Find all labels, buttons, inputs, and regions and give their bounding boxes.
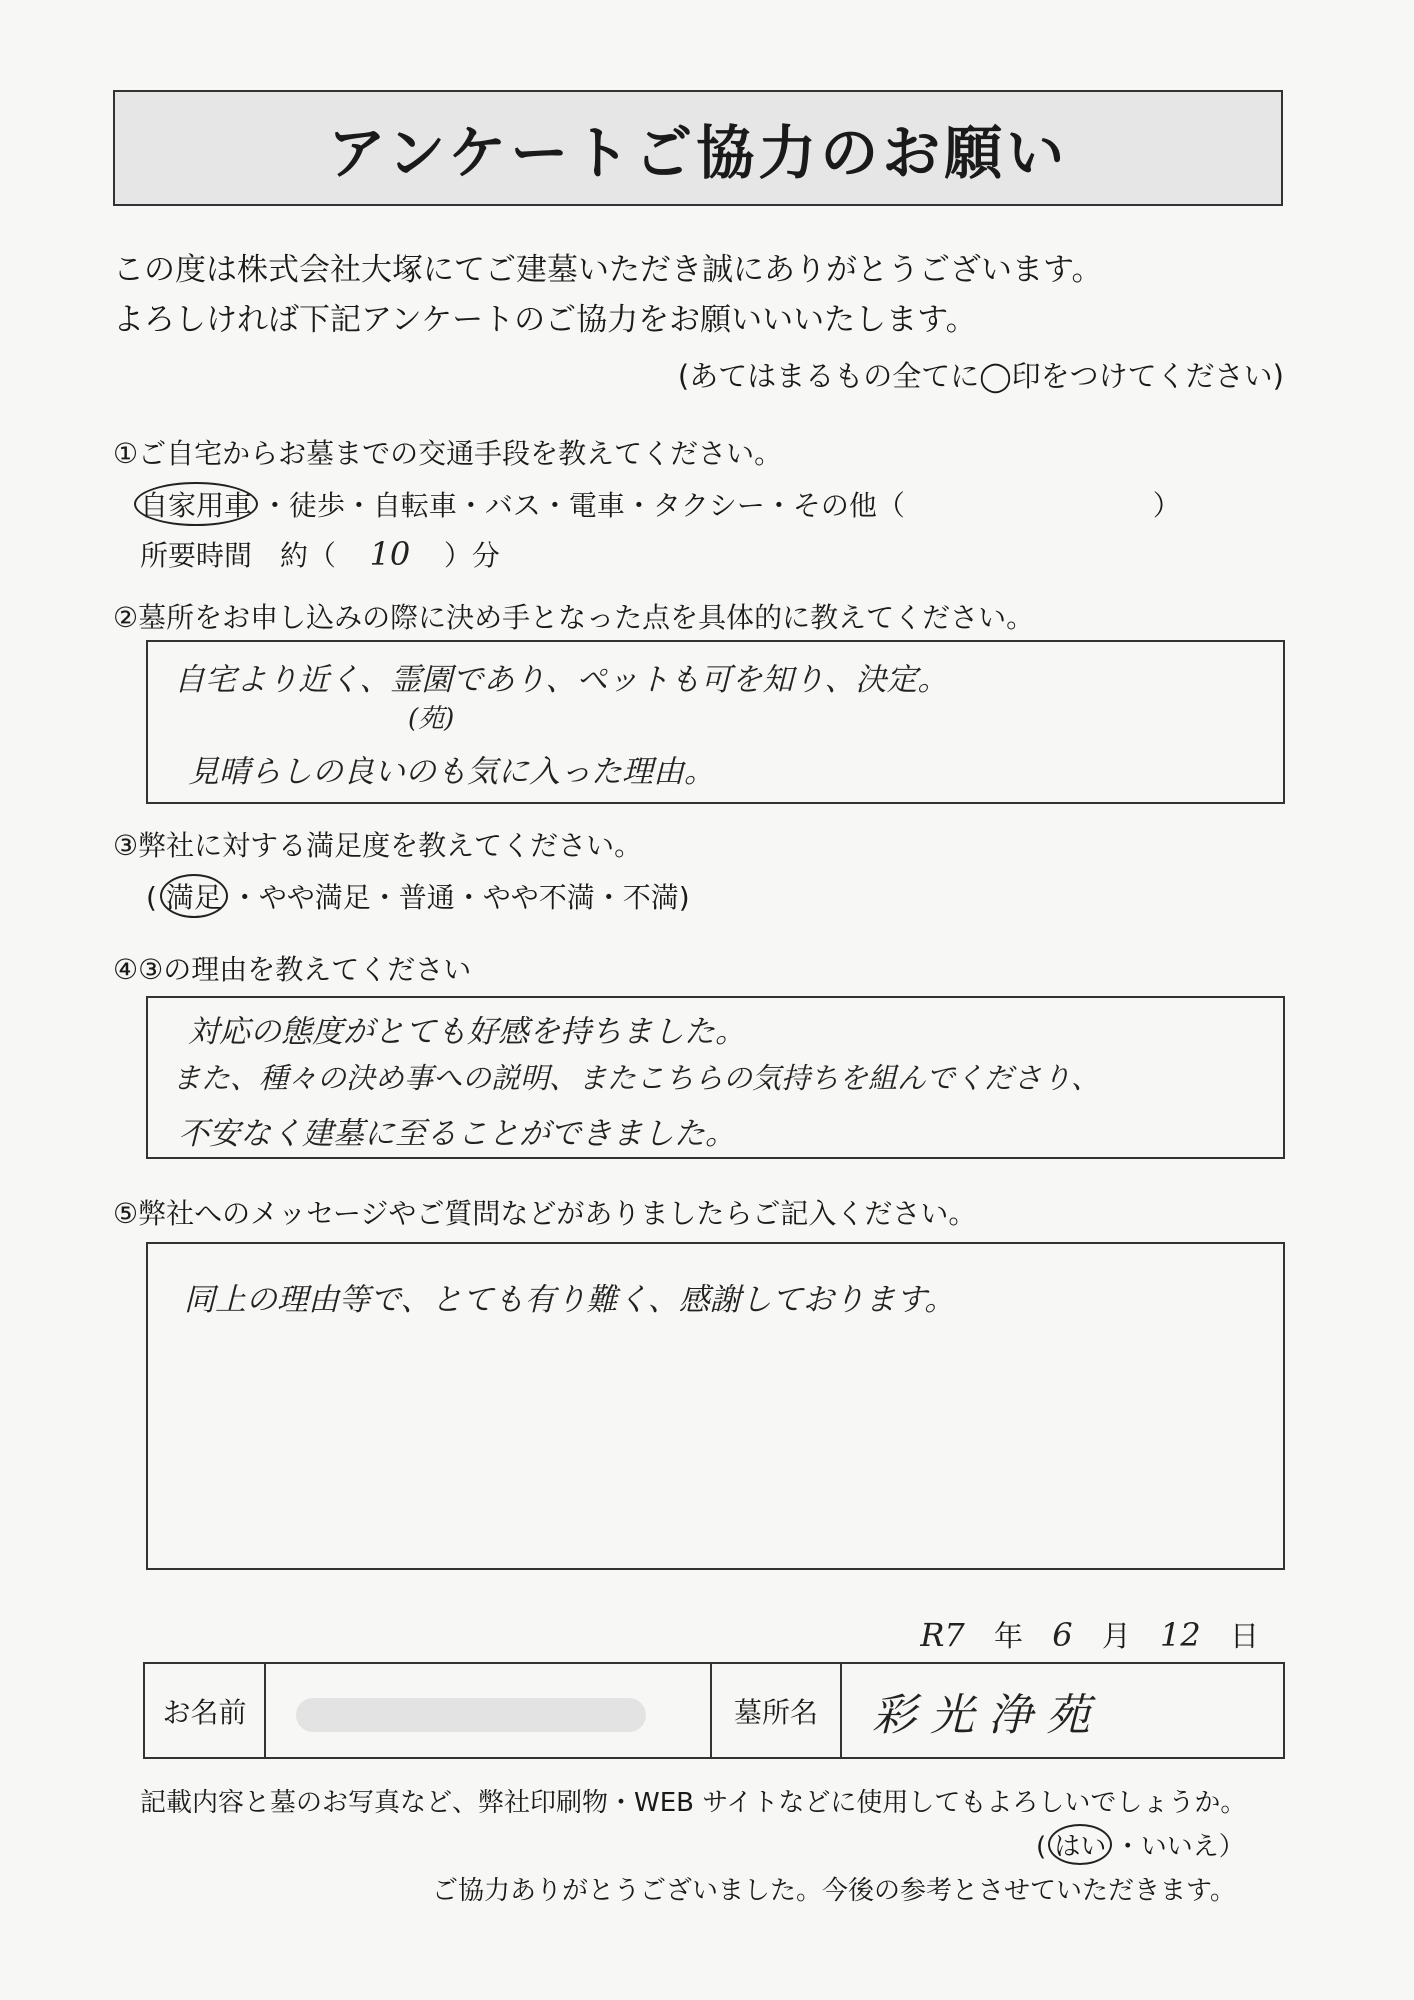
- q3-selected-option[interactable]: 満足: [160, 874, 228, 918]
- q4-answer-line-2: また、種々の決め事への説明、またこちらの気持ちを組んでくださり、: [172, 1061, 1101, 1095]
- signature-table: [143, 1662, 1285, 1759]
- q5-answer-line-1: 同上の理由等で、とても有り難く、感謝しております。: [184, 1282, 956, 1318]
- name-field[interactable]: [266, 1664, 712, 1757]
- permission-question: 記載内容と墓のお写真など、弊社印刷物・WEB サイトなどに使用してもよろしいでしょうか。: [140, 1788, 1247, 1818]
- q3-question: ③弊社に対する満足度を教えてください。: [113, 829, 643, 862]
- page-title: アンケートご協力のお願い: [327, 119, 1069, 187]
- date-row: [900, 1614, 1259, 1655]
- q1-other-options[interactable]: ・徒歩・自転車・バス・電車・タクシー・その他（: [260, 489, 905, 522]
- title-banner: [113, 90, 1283, 206]
- q4-answer-line-1: 対応の態度がとても好感を持ちました。: [188, 1014, 746, 1050]
- name-label: お名前: [145, 1664, 266, 1757]
- date-month[interactable]: 6: [1052, 1616, 1073, 1654]
- site-field[interactable]: 彩光浄苑: [872, 1689, 1104, 1741]
- date-day[interactable]: 12: [1160, 1616, 1201, 1654]
- q2-answer-note: (苑): [408, 704, 455, 734]
- q1-time-label: 所要時間 約（: [140, 539, 337, 572]
- thanks-message: ご協力ありがとうございました。今後の参考とさせていただきます。: [432, 1876, 1236, 1906]
- redacted-name: [296, 1698, 646, 1732]
- q2-question: ②墓所をお申し込みの際に決め手となった点を具体的に教えてください。: [113, 601, 1035, 634]
- q5-answer-box[interactable]: [146, 1242, 1285, 1570]
- date-year-label: 年: [994, 1619, 1024, 1653]
- intro-line-2: よろしければ下記アンケートのご協力をお願いいいたします。: [113, 302, 977, 338]
- intro-instruction: (あてはまるもの全てに◯印をつけてください): [677, 359, 1284, 393]
- q1-time-row: [140, 534, 500, 574]
- q1-time-value[interactable]: 10: [369, 535, 411, 573]
- q4-answer-line-3: 不安なく建墓に至ることができました。: [178, 1116, 736, 1152]
- q3-open-paren: (: [146, 881, 157, 914]
- q1-question: ①ご自宅からお墓までの交通手段を教えてください。: [113, 437, 783, 470]
- date-month-label: 月: [1101, 1619, 1131, 1653]
- q3-options: [146, 876, 690, 916]
- permission-no-option[interactable]: ・いいえ）: [1114, 1832, 1245, 1862]
- site-label: 墓所名: [712, 1664, 842, 1757]
- q1-other-close: ）: [1152, 489, 1181, 522]
- q5-question: ⑤弊社へのメッセージやご質問などがありましたらご記入ください。: [113, 1197, 977, 1230]
- q3-other-options[interactable]: ・やや満足・普通・やや不満・不満): [230, 881, 690, 914]
- q4-answer-box[interactable]: [146, 996, 1285, 1159]
- permission-open-paren: (: [1036, 1832, 1047, 1862]
- intro-line-1: この度は株式会社大塚にてご建墓いただき誠にありがとうございます。: [113, 252, 1103, 288]
- q4-question: ④③の理由を教えてください: [113, 953, 472, 986]
- q2-answer-line-1: 自宅より近く、霊園であり、ペットも可を知り、決定。: [174, 662, 949, 698]
- date-day-label: 日: [1229, 1619, 1259, 1653]
- date-era[interactable]: R7: [920, 1616, 965, 1654]
- q1-options: [140, 484, 1181, 524]
- q1-selected-option[interactable]: 自家用車: [134, 482, 258, 526]
- q2-answer-box[interactable]: [146, 640, 1285, 804]
- permission-yes-option[interactable]: はい: [1048, 1824, 1112, 1865]
- q2-answer-line-2: 見晴らしの良いのも気に入った理由。: [188, 754, 715, 790]
- q1-time-unit: ）分: [443, 539, 500, 572]
- permission-options: [1036, 1826, 1245, 1863]
